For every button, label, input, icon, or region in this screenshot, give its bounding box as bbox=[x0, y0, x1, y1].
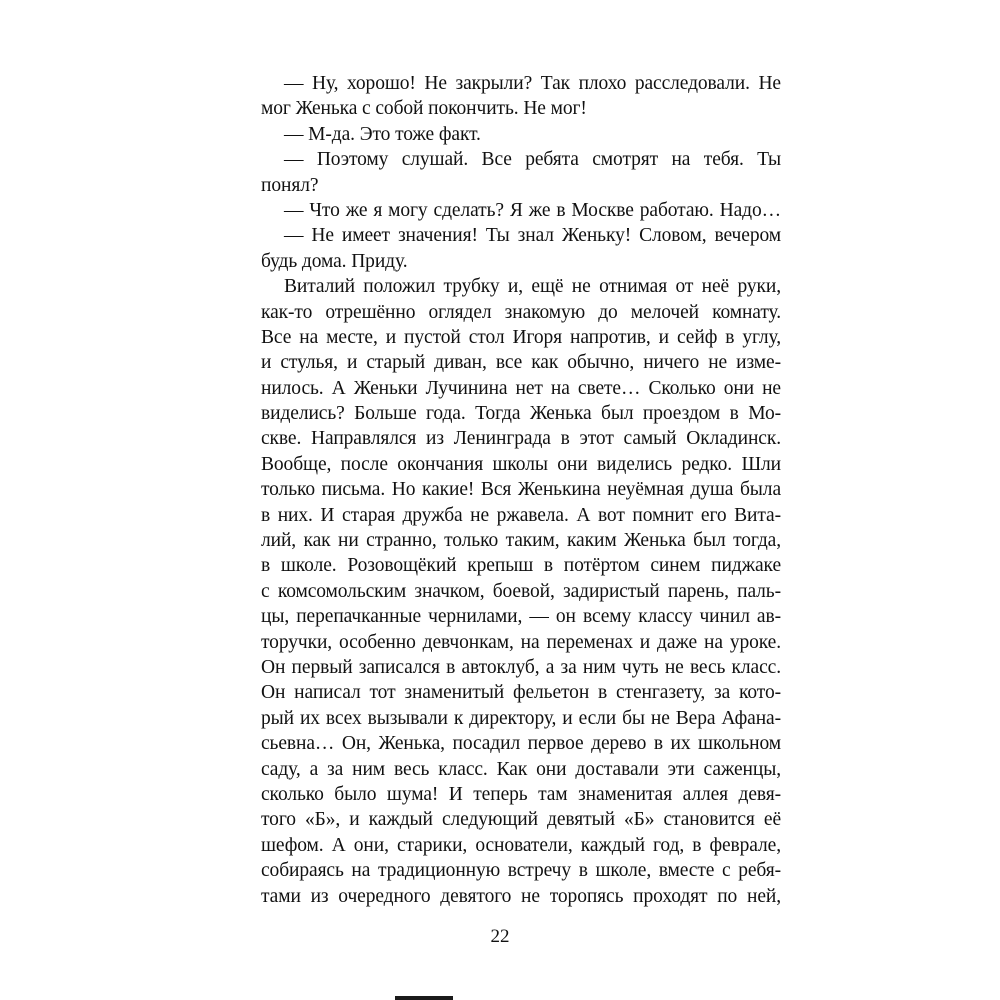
body-text bbox=[261, 71, 781, 909]
page-number: 22 bbox=[490, 926, 510, 947]
text-line: лий, как ни странно, только таким, каким Женька был тогда, bbox=[261, 530, 781, 552]
text-line: торучки, особенно девчонкам, на переменах и даже на уроке. bbox=[261, 631, 781, 653]
text-line: нилось. А Женьки Лучинина нет на свете… Сколько они не bbox=[261, 377, 781, 399]
text-line: сколько было шума! И теперь там знаменитая аллея девя- bbox=[261, 783, 781, 805]
text-line: будь дома. Приду. bbox=[261, 250, 408, 272]
bottom-edge-mark bbox=[395, 996, 453, 1000]
text-line: мог Женька с собой покончить. Не мог! bbox=[261, 98, 587, 120]
text-line: цы, перепачканные чернилами, — он всему классу чинил ав- bbox=[261, 606, 781, 628]
text-line: — Поэтому слушай. Все ребята смотрят на тебя. Ты bbox=[284, 149, 781, 171]
text-line: виделись? Больше года. Тогда Женька был проездом в Мо- bbox=[261, 403, 781, 425]
text-line: — Что же я могу сделать? Я же в Москве работаю. Надо… bbox=[284, 199, 781, 221]
text-line: в них. И старая дружба не ржавела. А вот помнит его Вита- bbox=[261, 504, 781, 526]
text-line: тами из очередного девятого не торопясь проходят по ней, bbox=[261, 885, 781, 907]
text-line: с комсомольским значком, боевой, задиристый парень, паль- bbox=[261, 580, 781, 602]
text-line: того «Б», и каждый следующий девятый «Б» становится её bbox=[261, 809, 781, 831]
text-line: Он первый записался в автоклуб, а за ним чуть не весь класс. bbox=[261, 656, 781, 678]
text-line: только письма. Но какие! Вся Женькина неуёмная душа была bbox=[261, 479, 781, 501]
text-line: скве. Направлялся из Ленинграда в этот самый Окладинск. bbox=[261, 428, 781, 450]
text-line: и стулья, и старый диван, все как обычно, ничего не изме- bbox=[261, 352, 781, 374]
text-line: сьевна… Он, Женька, посадил первое дерево в их школьном bbox=[261, 733, 781, 755]
text-line: — Ну, хорошо! Не закрыли? Так плохо расследовали. Не bbox=[284, 73, 781, 94]
text-line: саду, а за ним весь класс. Как они доставали эти саженцы, bbox=[261, 758, 781, 780]
text-line: Он написал тот знаменитый фельетон в стенгазету, за кото- bbox=[261, 682, 781, 704]
text-line: Виталий положил трубку и, ещё не отнимая от неё руки, bbox=[284, 276, 781, 298]
text-line: — М-да. Это тоже факт. bbox=[284, 123, 481, 145]
text-line: Все на месте, и пустой стол Игоря напротив, и сейф в углу, bbox=[261, 326, 781, 348]
text-line: рый их всех вызывали к директору, и если бы не Вера Афана- bbox=[261, 707, 781, 729]
text-line: в школе. Розовощёкий крепыш в потёртом синем пиджаке bbox=[261, 555, 781, 577]
text-line: понял? bbox=[261, 174, 319, 196]
text-line: — Не имеет значения! Ты знал Женьку! Словом, вечером bbox=[284, 225, 781, 247]
text-line: как-то отрешённо оглядел знакомую до мелочей комнату. bbox=[261, 301, 781, 323]
text-line: собираясь на традиционную встречу в школе, вместе с ребя- bbox=[261, 860, 781, 882]
text-line: шефом. А они, старики, основатели, каждый год, в феврале, bbox=[261, 834, 781, 856]
text-line: Вообще, после окончания школы они виделись редко. Шли bbox=[261, 453, 781, 475]
